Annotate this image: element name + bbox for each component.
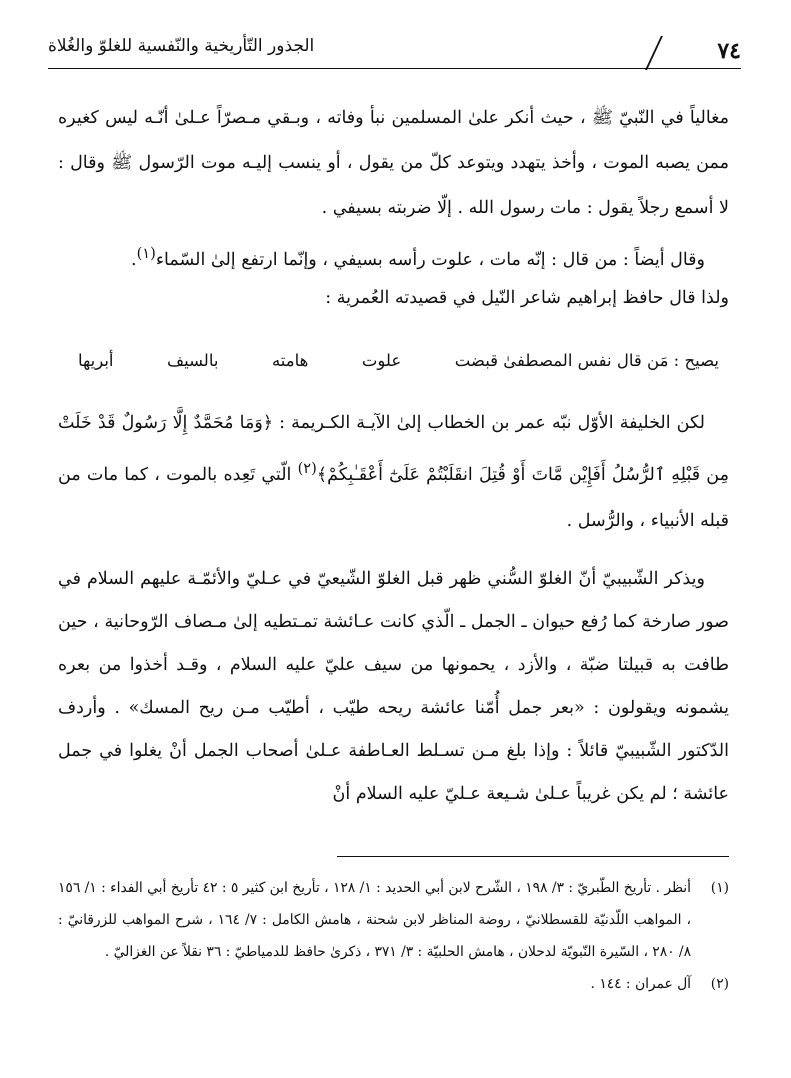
paragraph (58, 400, 729, 544)
footnote-rule (337, 856, 729, 857)
running-header (48, 28, 741, 72)
verse-word: أبريها (78, 350, 114, 370)
header-slash-divider (645, 36, 663, 70)
verse-hemistich: يصيح : مَن قال نفس المصطفىٰ قبضت (454, 350, 719, 370)
footnote-number: (١) (710, 880, 729, 896)
paragraph: مغالياً في النّبيّ ﷺ ، حيث أنكر علىٰ المسلمين نبأ وفاته ، وبـقي مـصرّاً عـلىٰ أنّـه ليس كغيره ممن يصبه الموت ، وأخذ يتهدد ويتوعد كلّ من يقول ، أو ينسب إليـه موت الرّسول ﷺ وقال : لا أسمع رجلاً يقول : مات رسول الله . إلّا ضربته بسيفي . (58, 108, 729, 218)
footnote (58, 968, 729, 1000)
paragraph (58, 235, 729, 317)
paragraph-text: وقال أيضاً : من قال : إنّه مات ، علوت رأسه بسيفي ، وإنّما ارتفع إلىٰ السّماء (155, 249, 705, 270)
page-number: ٧٤ (717, 38, 741, 64)
footnote (58, 872, 729, 968)
paragraph: ويذكر الشّبيبيّ أنّ الغلوّ السُّني ظهر قبل الغلوّ الشّيعيّ في عـليّ والأئمّـة عليهم السلام في صور صارخة كما رُفع حيوان ـ الجمل ـ الّذي كانت عـائشة تمـتطيه إلىٰ مـصاف الرّوحانية ، حين طافت به قبيلتا ضبّة ، والأزد ، يحمونها من سيف عليّ عليه السلام ، وقـد أخذوا من بعره يشمونه ويقولون : «بعر جمل أُمّنا عائشة ريحه طيّب ، أطيّب مـن ريح المسك» . وأردف الدّكتور الشّبيبيّ قائلاً : وإذا بلغ مـن تسـلط العـاطفة عـلىٰ أصحاب الجمل أنْ يغلوا في جمل عائشة ؛ لم يكن غريباً عـلىٰ شـيعة عـليّ عليه السلام أنْ (58, 568, 729, 804)
paragraph-text: الّتي تَعِده بالموت ، كما مات من قبله الأنبياء ، والرُّسل . (58, 464, 729, 531)
running-header-title: الجذور التّأريخية والنّفسية للغلوّ والغُلاة (48, 36, 315, 56)
verse-word: بالسيف (167, 350, 219, 370)
verse-word: علوت (361, 350, 402, 370)
header-rule (48, 68, 741, 69)
footnote-number: (٢) (710, 976, 729, 992)
paragraph-text: لكن الخليفة الأوّل نبّه عمر بن الخطاب إلىٰ الآيـة الكـريمة : ﴿وَمَا مُحَمَّدٌ إِلَّا رَسُولٌ قَدْ خَلَتْ مِن قَبْلِهِ ٱلرُّسُلُ أَفَإِيْن مَّاتَ أَوْ قُتِلَ انقَلَبْتُمْ عَلَىٰٓ أَعْقَـٰبِكُمْ﴾ (58, 412, 729, 485)
footnote-ref: (٢) (297, 459, 317, 477)
footnote-ref: (١) (136, 245, 156, 262)
paragraph-text: ولذا قال حافظ إبراهيم شاعر النّيل في قصيدته العُمرية : (325, 287, 729, 308)
footnote-text: أنظر . تأريخ الطّبريّ : ٣/ ١٩٨ ، الشّرح لابن أبي الحديد : ١/ ١٢٨ ، تأريخ ابن كثير ٥ : ٤٢ تأريخ أبي الفداء : ١/ ١٥٦ ، المواهب اللّدنيّة للقسطلانيّ ، روضة المناظر لابن شحنة ، هامش الكامل : ٧/ ١٦٤ ، شرح المواهب للزرقانيّ : ٨/ ٢٨٠ ، السّيرة النّبويّة لدحلان ، هامش الحلبيّة : ٣/ ٣٧١ ، ذكرىٰ حافظ للدمياطيّ : ٣٦ نقلاً عن الغزاليّ . (58, 880, 692, 960)
main-text (58, 96, 729, 816)
footnote-text: آل عمران : ١٤٤ . (590, 976, 691, 992)
verse-word: هامته (271, 350, 309, 370)
poem-verse (78, 351, 719, 370)
paragraph-end: . (131, 249, 137, 270)
footnotes (58, 872, 729, 1000)
